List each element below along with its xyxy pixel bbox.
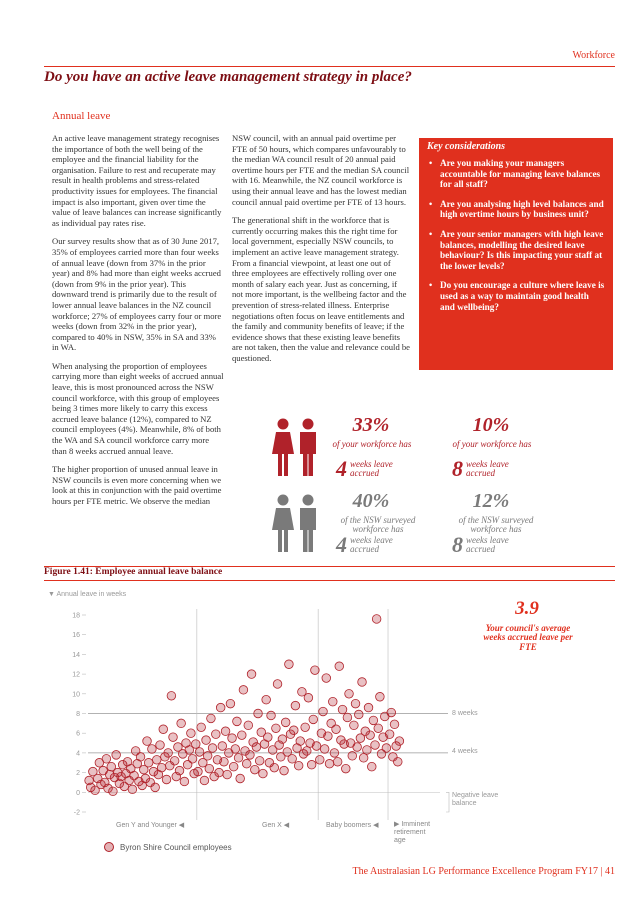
page-title: Do you have an active leave management strategy in place? <box>44 69 412 85</box>
stat-nsw-4-text: of the NSW surveyed workforce has <box>340 515 416 535</box>
data-point <box>315 755 324 764</box>
data-point <box>234 754 243 763</box>
data-point <box>164 749 173 758</box>
data-point <box>304 693 313 702</box>
data-point <box>156 741 165 750</box>
data-point <box>267 711 276 720</box>
ref-line-label-8: 8 weeks <box>452 710 478 717</box>
stat-nsw-4-num: 4 <box>336 532 347 557</box>
y-tick-label: 8 <box>76 711 80 718</box>
stat-nsw-8-unit: weeks leave accrued <box>466 535 509 555</box>
data-point <box>250 765 259 774</box>
data-point <box>237 731 246 740</box>
data-point <box>203 752 212 761</box>
data-point <box>353 743 362 752</box>
data-point <box>112 751 121 760</box>
data-point <box>223 770 232 779</box>
data-point <box>311 666 320 675</box>
footer: The Australasian LG Performance Excellence Program FY17 | 41 <box>352 866 615 877</box>
data-point <box>330 749 339 758</box>
y-tick-label: -2 <box>73 809 80 817</box>
data-point <box>285 660 294 669</box>
y-tick-label: 4 <box>76 750 80 758</box>
data-point <box>273 680 282 689</box>
legend-dot-icon <box>104 842 114 852</box>
data-point <box>372 615 381 624</box>
data-point <box>324 732 333 741</box>
paragraph: The higher proportion of unused annual leave in NSW councils is even more concerning when we look at this in conjunction with the paid overtime hours per FTE metric. We observe the median <box>52 464 222 506</box>
data-point <box>194 767 203 776</box>
data-point <box>226 699 235 708</box>
data-point <box>197 723 206 732</box>
data-point <box>364 703 373 712</box>
data-point <box>252 743 261 752</box>
data-point <box>212 730 221 739</box>
subheading: Annual leave <box>52 110 111 122</box>
stat-nsw-4-unit: weeks leave accrued <box>350 535 393 555</box>
data-point <box>170 756 179 765</box>
callout-text: Your council's average weeks accrued leave per FTE <box>483 623 573 652</box>
data-point <box>289 726 298 735</box>
data-point <box>236 774 245 783</box>
data-point <box>343 713 352 722</box>
bullet-icon: • <box>429 280 433 291</box>
data-point <box>202 736 211 745</box>
data-point <box>369 716 378 725</box>
stat-nsw-8-num: 8 <box>452 532 463 557</box>
legend-label: Byron Shire Council employees <box>120 842 232 852</box>
data-point <box>358 678 367 687</box>
data-point <box>382 744 391 753</box>
data-point <box>187 729 196 738</box>
data-point <box>191 740 200 749</box>
data-point <box>332 725 341 734</box>
data-point <box>208 744 217 753</box>
data-point <box>263 733 272 742</box>
callout-value: 3.9 <box>515 598 539 619</box>
data-point <box>366 731 375 740</box>
y-tick-label: 10 <box>72 691 80 699</box>
negative-balance-label: Negative leave balance <box>452 792 499 807</box>
data-point <box>320 745 329 754</box>
data-point <box>247 670 256 679</box>
data-point <box>291 701 300 710</box>
data-point <box>272 724 281 733</box>
data-point <box>363 746 372 755</box>
paragraph: Our survey results show that as of 30 June 2017, 35% of employees carried more than four weeks of annual leave (down from 37% in the prior year) and 8% had more than eight weeks accrued (down from 9% in the prior year). This downward trend is primarily due to the result of lower annual leave balances in the NZ council workforce; 27% of employees carry four or more weeks (down from 32% in the prior year), compared to 40% in NSW, 35% in SA and 33% in WA. <box>52 236 222 353</box>
data-point <box>354 710 363 719</box>
data-point <box>215 768 224 777</box>
data-point <box>143 737 152 746</box>
imminent-retirement-label: ▶ Imminent retirement age <box>394 821 431 844</box>
data-point <box>376 692 385 701</box>
paragraph: NSW council, with an annual paid overtime per FTE of 50 hours, which compares unfavourably to the median WA council result of 20 annual paid overtime hours per FTE and the median SA council with 16. Meanwhile, the NZ council workforce is using their annual leave and has the lowest median council annual paid overtime per FTE of 13 hours. <box>232 133 410 207</box>
data-point <box>180 777 189 786</box>
data-point <box>254 709 263 718</box>
data-point <box>144 758 153 767</box>
bullet-icon: • <box>429 158 433 168</box>
y-tick-label: 16 <box>72 632 80 640</box>
data-point <box>325 759 334 768</box>
stat-nsw-8-pct: 12% <box>472 490 510 512</box>
data-point <box>109 787 118 796</box>
bullet-icon: • <box>429 198 433 209</box>
data-point <box>242 759 251 768</box>
data-point <box>335 662 344 671</box>
data-point <box>136 753 145 762</box>
data-point <box>296 737 305 746</box>
data-point <box>207 714 216 723</box>
data-point <box>371 741 380 750</box>
data-point <box>239 686 248 695</box>
data-point <box>281 718 290 727</box>
data-point <box>322 674 331 683</box>
y-tick-label: 2 <box>76 770 80 778</box>
data-point <box>309 715 318 724</box>
data-point <box>338 705 347 714</box>
data-point <box>345 690 354 699</box>
data-point <box>359 754 368 763</box>
data-point <box>374 724 383 733</box>
paragraph: When analysing the proportion of employees carrying more than eight weeks of accrued annual leave, this is most pronounced across the NSW council workforce, with this group of employees being 3 times more likely to carry this excess accrued leave balance (12%), compared to NZ council employees (4%). Meanwhile, 8% of both the WA and SA council workforce carry more than 8 weeks accrued annual leave. <box>52 360 224 456</box>
paragraph: An active leave management strategy recognises the importance of both the well being of the employee and the financial liability for the organisation. Failure to rest and recuperate may result in health problems and stress-related productivity issues for employees. The financial impact is also important, given over time the value of leave balances can increase significantly as individual pay rates rise. <box>52 133 222 228</box>
data-point <box>152 755 161 764</box>
data-point <box>216 703 225 712</box>
data-point <box>233 717 242 726</box>
gen-y-label: Gen Y and Younger ◀ <box>116 822 185 829</box>
data-point <box>221 727 230 736</box>
data-point <box>307 760 316 769</box>
y-tick-label: 12 <box>72 671 80 679</box>
list-item: • Are your senior managers with high leave balances, modelling the desired leave behaviour? Is this impacting your staff at the lower levels? <box>429 228 604 271</box>
data-point <box>231 745 240 754</box>
data-point <box>228 734 237 743</box>
data-point <box>259 769 268 778</box>
stat-your-4-text: of your workforce has <box>332 439 412 449</box>
data-point <box>393 757 402 766</box>
data-point <box>220 757 229 766</box>
y-axis-marker-icon: ▼ <box>48 591 55 598</box>
data-point <box>385 730 394 739</box>
data-point <box>188 755 197 764</box>
data-point <box>157 763 166 772</box>
list-item: • Are you analysing high level balances and high overtime hours by business unit? <box>429 198 604 220</box>
data-point <box>175 766 184 775</box>
data-point <box>294 761 303 770</box>
data-point <box>200 776 209 785</box>
data-point <box>162 775 171 784</box>
paragraph: The generational shift in the workforce that is currently occurring makes this the right time for local government, especially NSW councils, to implement an active leave management strategy. From a financial viewpoint, at least one out of three employees are effectively rolling over one month of salary each year. Just as concerning, if not more important, is the wellbeing factor and the prevention of stress-related illness. Enterprise negotiations often focus on leave entitlements and the family and community benefits of leave; if the evidence shows that these existing leave benefits are not taken, then the value and relevance could be questioned. <box>232 215 410 363</box>
data-point <box>328 697 337 706</box>
stat-your-4-num: 4 <box>336 456 347 481</box>
data-point <box>177 719 186 728</box>
data-point <box>387 708 396 717</box>
data-point <box>312 742 321 751</box>
y-tick-label: 18 <box>72 612 80 620</box>
data-point <box>288 755 297 764</box>
baby-boomers-label: Baby boomers ◀ <box>326 822 379 829</box>
data-point <box>205 764 214 773</box>
data-point <box>302 747 311 756</box>
data-point <box>255 756 264 765</box>
stat-nsw-8-text: of the NSW surveyed workforce has <box>458 515 534 535</box>
bullet-icon: • <box>429 228 433 239</box>
data-point <box>319 707 328 716</box>
data-point <box>246 751 255 760</box>
data-point <box>367 762 376 771</box>
list-item: • Are you making your managers accountable for managing leave balances for all staff? <box>429 158 601 190</box>
data-point <box>169 733 178 742</box>
chart-legend <box>104 842 232 852</box>
ref-line-label-4: 4 weeks <box>452 748 478 755</box>
stat-your-4-pct: 33% <box>352 414 390 436</box>
data-point <box>218 742 227 751</box>
negative-bracket <box>446 792 449 812</box>
y-tick-label: 6 <box>76 730 80 738</box>
stat-your-8-text: of your workforce has <box>452 439 532 449</box>
data-point <box>341 764 350 773</box>
data-point <box>280 766 289 775</box>
data-point <box>348 752 357 761</box>
data-point <box>333 757 342 766</box>
gen-x-label: Gen X ◀ <box>262 822 290 829</box>
stat-your-8-unit: weeks leave accrued <box>466 459 509 479</box>
data-point <box>151 783 160 792</box>
data-point <box>270 763 279 772</box>
data-point <box>301 723 310 732</box>
stat-your-8-num: 8 <box>452 456 463 481</box>
figure-title: Figure 1.41: Employee annual leave balance <box>44 567 223 577</box>
data-point <box>262 695 271 704</box>
data-point <box>229 762 238 771</box>
data-point <box>148 745 157 754</box>
data-point <box>278 735 287 744</box>
data-point <box>102 755 111 764</box>
data-point <box>390 720 399 729</box>
y-tick-label: 0 <box>76 789 80 797</box>
data-point <box>167 691 176 700</box>
stat-your-4-unit: weeks leave accrued <box>350 459 393 479</box>
data-point <box>159 725 168 734</box>
y-tick-label: 14 <box>72 651 80 659</box>
y-axis-label: ▼ Annual leave in weeks <box>48 591 127 598</box>
key-considerations-heading: Key considerations <box>427 141 506 152</box>
data-point <box>395 737 404 746</box>
data-point <box>128 785 137 794</box>
section-tag: Workforce <box>572 50 615 61</box>
data-point <box>195 748 204 757</box>
data-point <box>351 699 360 708</box>
stat-your-8-pct: 10% <box>472 414 510 436</box>
data-point <box>350 721 359 730</box>
list-item: • Do you encourage a culture where leave is used as a way to maintain good health and wellbeing? <box>429 280 605 312</box>
data-point <box>244 721 253 730</box>
stat-nsw-4-pct: 40% <box>352 490 390 512</box>
